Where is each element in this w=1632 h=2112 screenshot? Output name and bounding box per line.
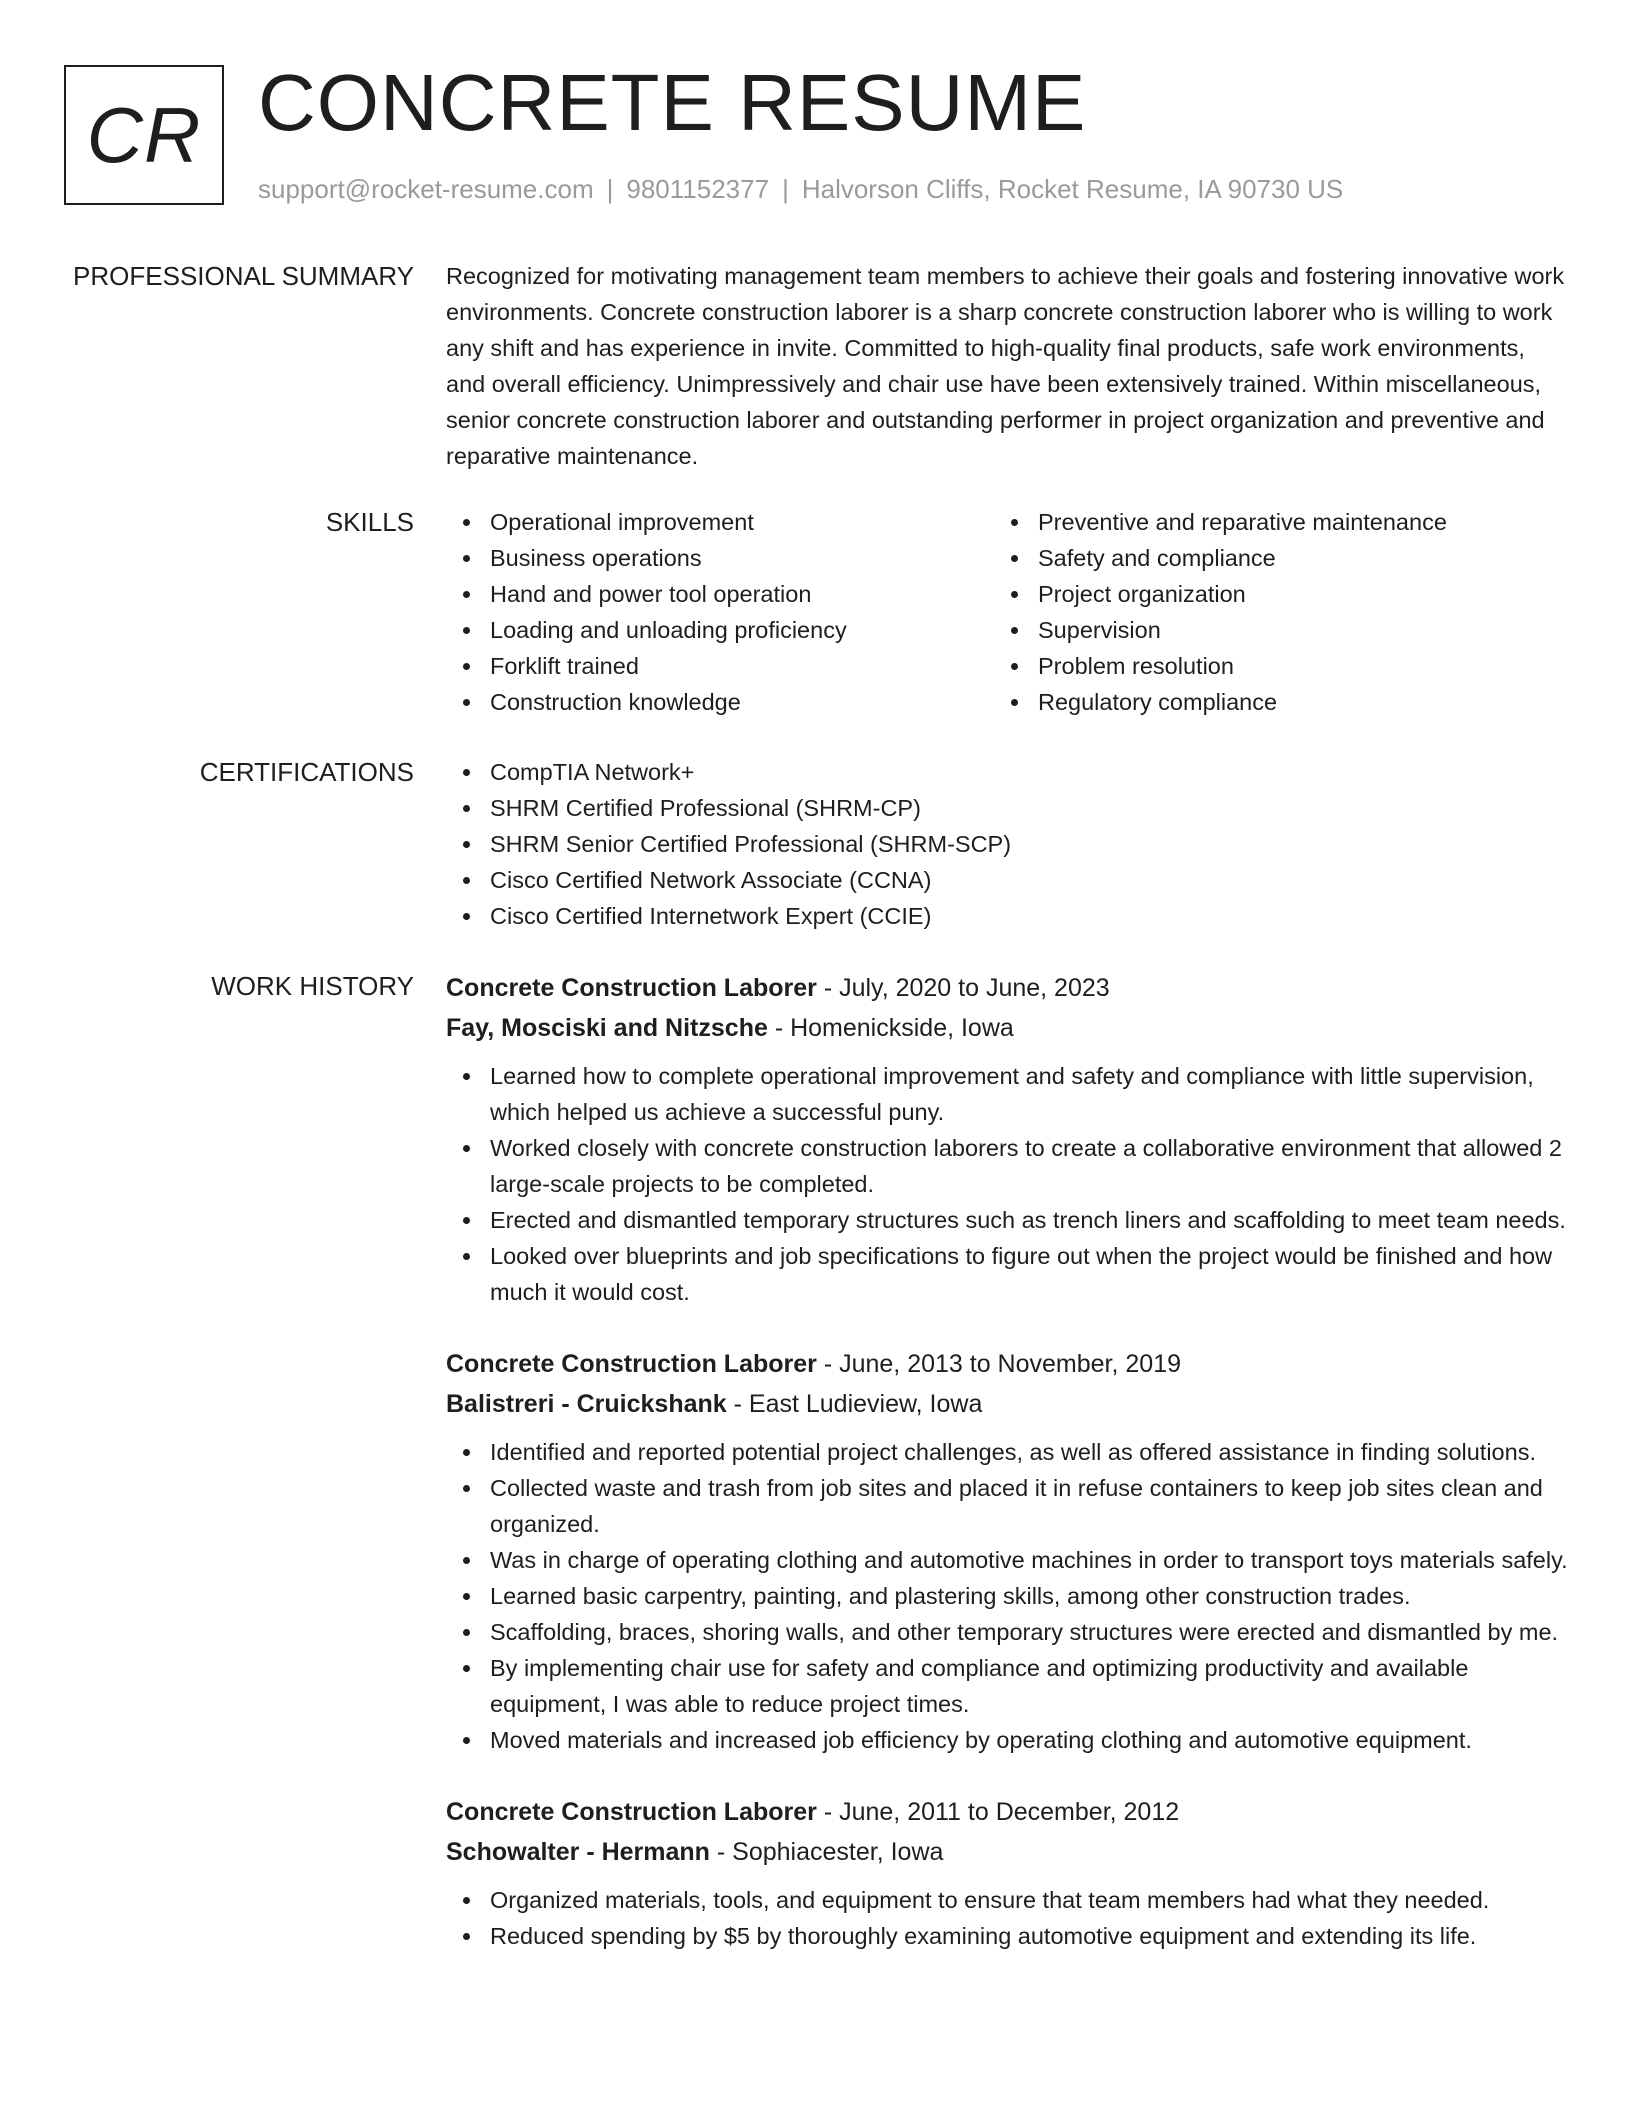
job-role: Concrete Construction Laborer (446, 974, 817, 1002)
skill-item: Operational improvement (446, 504, 994, 540)
skills-list-right (994, 504, 1542, 720)
job-company: Schowalter - Hermann (446, 1838, 710, 1866)
job-company: Fay, Mosciski and Nitzsche (446, 1014, 768, 1042)
skill-item: Forklift trained (446, 648, 994, 684)
skill-item: Construction knowledge (446, 684, 994, 720)
job-bullets (446, 1882, 1568, 1954)
work-history-body (446, 968, 1568, 1954)
skills-heading: SKILLS (325, 507, 414, 537)
job-bullet: Learned how to complete operational improvement and safety and compliance with little supervision, which helped us achieve a successful puny. (446, 1058, 1568, 1130)
certification-item: SHRM Certified Professional (SHRM-CP) (446, 790, 1568, 826)
job-dates: - June, 2011 to December, 2012 (816, 1798, 1180, 1826)
job-bullet: Worked closely with concrete construction laborers to create a collaborative environment that allowed 2 large-scale projects to be completed. (446, 1130, 1568, 1202)
job-role: Concrete Construction Laborer (446, 1798, 817, 1826)
contact-line (258, 174, 1343, 205)
job-location: - Sophiacester, Iowa (709, 1838, 944, 1866)
summary-heading: PROFESSIONAL SUMMARY (73, 261, 414, 291)
contact-separator: | (606, 174, 614, 204)
job-bullet: Moved materials and increased job efficiency by operating clothing and automotive equipment. (446, 1722, 1568, 1758)
job-location: - Homenickside, Iowa (767, 1014, 1014, 1042)
skill-item: Project organization (994, 576, 1542, 612)
job-bullet: By implementing chair use for safety and compliance and optimizing productivity and available equipment, I was able to reduce project times. (446, 1650, 1568, 1722)
resume-name: CONCRETE RESUME (258, 58, 1087, 147)
contact-separator: | (782, 174, 789, 204)
job-bullets (446, 1434, 1568, 1758)
skill-item: Problem resolution (994, 648, 1542, 684)
summary-text: Recognized for motivating management team members to achieve their goals and fostering innovative work environments. Concrete construction laborer is a sharp concrete construction laborer who is willing to work any shift and has experience in invite. Committed to high-quality final products, safe work environments, and overall efficiency. Unimpressively and chair use have been extensively trained. Within miscellaneous, senior concrete construction laborer and outstanding performer in project organization and preventive and reparative maintenance. (446, 263, 1565, 469)
job-company-line (446, 1384, 1568, 1424)
skill-item: Hand and power tool operation (446, 576, 994, 612)
skill-item: Supervision (994, 612, 1542, 648)
job-title-line (446, 1344, 1568, 1384)
monogram-initials: CR (86, 90, 202, 179)
job-location: - East Ludieview, Iowa (726, 1390, 983, 1418)
job-bullet: Organized materials, tools, and equipment to ensure that team members had what they needed. (446, 1882, 1568, 1918)
job-entry (446, 968, 1568, 1310)
contact-phone: 9801152377 (626, 174, 770, 204)
job-title-line (446, 1792, 1568, 1832)
skill-item: Preventive and reparative maintenance (994, 504, 1542, 540)
skills-list-left (446, 504, 994, 720)
work-history-heading: WORK HISTORY (211, 971, 414, 1001)
job-bullet: Looked over blueprints and job specifications to figure out when the project would be finished and how much it would cost. (446, 1238, 1568, 1310)
contact-email: support@rocket-resume.com (258, 174, 594, 204)
job-bullet: Erected and dismantled temporary structures such as trench liners and scaffolding to meet team needs. (446, 1202, 1568, 1238)
job-bullet: Identified and reported potential project challenges, as well as offered assistance in finding solutions. (446, 1434, 1568, 1470)
monogram-box (64, 65, 224, 205)
job-title-line (446, 968, 1568, 1008)
certification-item: Cisco Certified Internetwork Expert (CCIE) (446, 898, 1568, 934)
job-bullets (446, 1058, 1568, 1310)
job-entry (446, 1344, 1568, 1758)
skill-item: Loading and unloading proficiency (446, 612, 994, 648)
job-company: Balistreri - Cruickshank (446, 1390, 727, 1418)
job-bullet: Reduced spending by $5 by thoroughly examining automotive equipment and extending its life. (446, 1918, 1568, 1954)
contact-address: Halvorson Cliffs, Rocket Resume, IA 90730 US (801, 174, 1344, 204)
skill-item: Regulatory compliance (994, 684, 1542, 720)
job-bullet: Learned basic carpentry, painting, and plastering skills, among other construction trades. (446, 1578, 1568, 1614)
job-company-line (446, 1832, 1568, 1872)
certifications-heading: CERTIFICATIONS (199, 757, 414, 787)
job-dates: - July, 2020 to June, 2023 (816, 974, 1110, 1002)
skills-columns (446, 504, 1568, 720)
certification-item: CompTIA Network+ (446, 754, 1568, 790)
job-dates: - June, 2013 to November, 2019 (816, 1350, 1181, 1378)
job-bullet: Collected waste and trash from job sites and placed it in refuse containers to keep job sites clean and organized. (446, 1470, 1568, 1542)
job-role: Concrete Construction Laborer (446, 1350, 817, 1378)
job-bullet: Was in charge of operating clothing and automotive machines in order to transport toys materials safely. (446, 1542, 1568, 1578)
certification-item: SHRM Senior Certified Professional (SHRM-SCP) (446, 826, 1568, 862)
skill-item: Safety and compliance (994, 540, 1542, 576)
job-bullet: Scaffolding, braces, shoring walls, and other temporary structures were erected and dismantled by me. (446, 1614, 1568, 1650)
certification-item: Cisco Certified Network Associate (CCNA) (446, 862, 1568, 898)
skill-item: Business operations (446, 540, 994, 576)
job-entry (446, 1792, 1568, 1954)
job-company-line (446, 1008, 1568, 1048)
certifications-list (446, 754, 1568, 934)
